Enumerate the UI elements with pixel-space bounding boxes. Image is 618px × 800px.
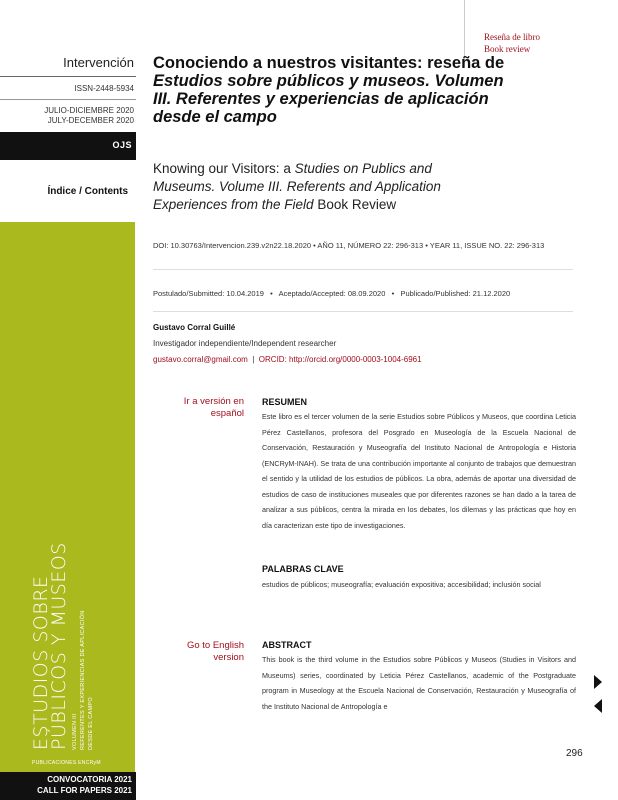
resumen-heading: RESUMEN xyxy=(262,397,308,407)
call-for-papers-en[interactable]: CALL FOR PAPERS 2021 xyxy=(37,786,132,795)
keywords-text: estudios de públicos; museografía; evaluación expositiva; accesibilidad; inclusión social xyxy=(262,580,541,589)
cover-subtitle-line2: REFERENTES Y EXPERIENCIAS DE APLICACIÓN xyxy=(80,610,86,750)
next-page-arrow-icon[interactable] xyxy=(594,675,602,689)
call-for-papers-es[interactable]: CONVOCATORIA 2021 xyxy=(47,775,132,784)
issn: ISSN-2448-5934 xyxy=(74,84,134,93)
dates-line: Postulado/Submitted: 10.04.2019 • Aceptado/Accepted: 08.09.2020 • Publicado/Published: 21.12.2020 xyxy=(153,289,511,298)
title-es-italic: Estudios sobre públicos y museos. Volumen III. Referentes y experiencias de aplicación desde el campo xyxy=(153,72,504,126)
spanish-version-link[interactable]: Ir a versión en español xyxy=(183,396,244,419)
title-en-suffix: Book Review xyxy=(313,197,397,212)
book-cover xyxy=(0,222,135,774)
author-role: Investigador independiente/Independent researcher xyxy=(153,339,337,348)
author-links xyxy=(153,355,422,364)
abstract-text: This book is the third volume in the Estudios sobre Públicos y Museos (Studies in Visitors and Museums) series, coordinated by Leticia Pérez Castellanos, academic of the Postgraduate program in Museology at the Escuela Nacional de Conservación, Restauración y Museografía of the Instituto Nacional de Antropología e xyxy=(262,655,576,711)
title-en-text: Knowing our Visitors: a xyxy=(153,161,295,176)
doi-line: DOI: 10.30763/Intervencion.239.v2n22.18.2020 • AÑO 11, NÚMERO 22: 296-313 • YEAR 11, ISSUE NO. 22: 296-313 xyxy=(153,241,545,250)
cover-subtitle-line3: DESDE EL CAMPO xyxy=(88,697,94,750)
orcid-link[interactable]: ORCID: http://orcid.org/0000-0003-1004-6961 xyxy=(258,355,422,364)
resumen-text: Este libro es el tercer volumen de la serie Estudios sobre Públicos y Museos, que coordina Leticia Pérez Castellanos, profesora del Posgrado en Museología de la Escuela Nacional de Conservación, Restauración y Museografía del Instituto Nacional de Antropología e Historia (ENCRyM-INAH). Se trata de una contribución importante al conjunto de trabajos que demuestran el sentido y la utilidad de los estudios de públicos. La obra, además de aportar una diversidad de estudios de caso de instituciones museales que por diferentes razones se han dado a la tarea de analizar a sus públicos, centra la mirada en los debates, los dilemas y las prácticas que hoy en día caracterizan este tipo de investigaciones. xyxy=(262,412,576,530)
period-en: JULY-DECEMBER 2020 xyxy=(47,116,134,125)
cover-title-line2: PÚBLICOS Y MUSEOS xyxy=(48,542,70,750)
link-separator: | xyxy=(247,355,259,364)
previous-page-arrow-icon[interactable] xyxy=(594,699,602,713)
cover-title-line1: ESTUDIOS SOBRE xyxy=(30,575,52,750)
section-label-es: Reseña de libro xyxy=(484,32,540,42)
ojs-label[interactable]: OJS xyxy=(112,140,132,150)
journal-name: Intervención xyxy=(63,55,134,70)
title-english xyxy=(153,160,473,214)
divider xyxy=(153,269,573,270)
index-link[interactable]: Índice / Contents xyxy=(47,186,128,197)
cover-subtitle-line1: VOLUMEN III xyxy=(72,713,78,750)
author-email-link[interactable]: gustavo.corral@gmail.com xyxy=(153,355,248,364)
divider xyxy=(153,311,573,312)
english-version-link[interactable]: Go to English version xyxy=(186,640,244,663)
section-label-en: Book review xyxy=(484,44,531,54)
title-es-text: Conociendo a nuestros visitantes: reseña de xyxy=(153,54,505,72)
cover-publisher: PUBLICACIONES ENCRyM xyxy=(32,760,101,766)
divider xyxy=(0,99,136,100)
author-name: Gustavo Corral Guillé xyxy=(153,323,236,332)
divider xyxy=(0,76,136,77)
page-number: 296 xyxy=(566,748,583,759)
title-en-italic: Studies on Publics and Museums. Volume III. Referents and Application Experiences from the Field xyxy=(153,161,441,212)
period-es: JULIO-DICIEMBRE 2020 xyxy=(44,106,134,115)
abstract-heading: ABSTRACT xyxy=(262,640,312,650)
title-spanish xyxy=(153,54,513,126)
keywords-heading: PALABRAS CLAVE xyxy=(262,564,344,574)
